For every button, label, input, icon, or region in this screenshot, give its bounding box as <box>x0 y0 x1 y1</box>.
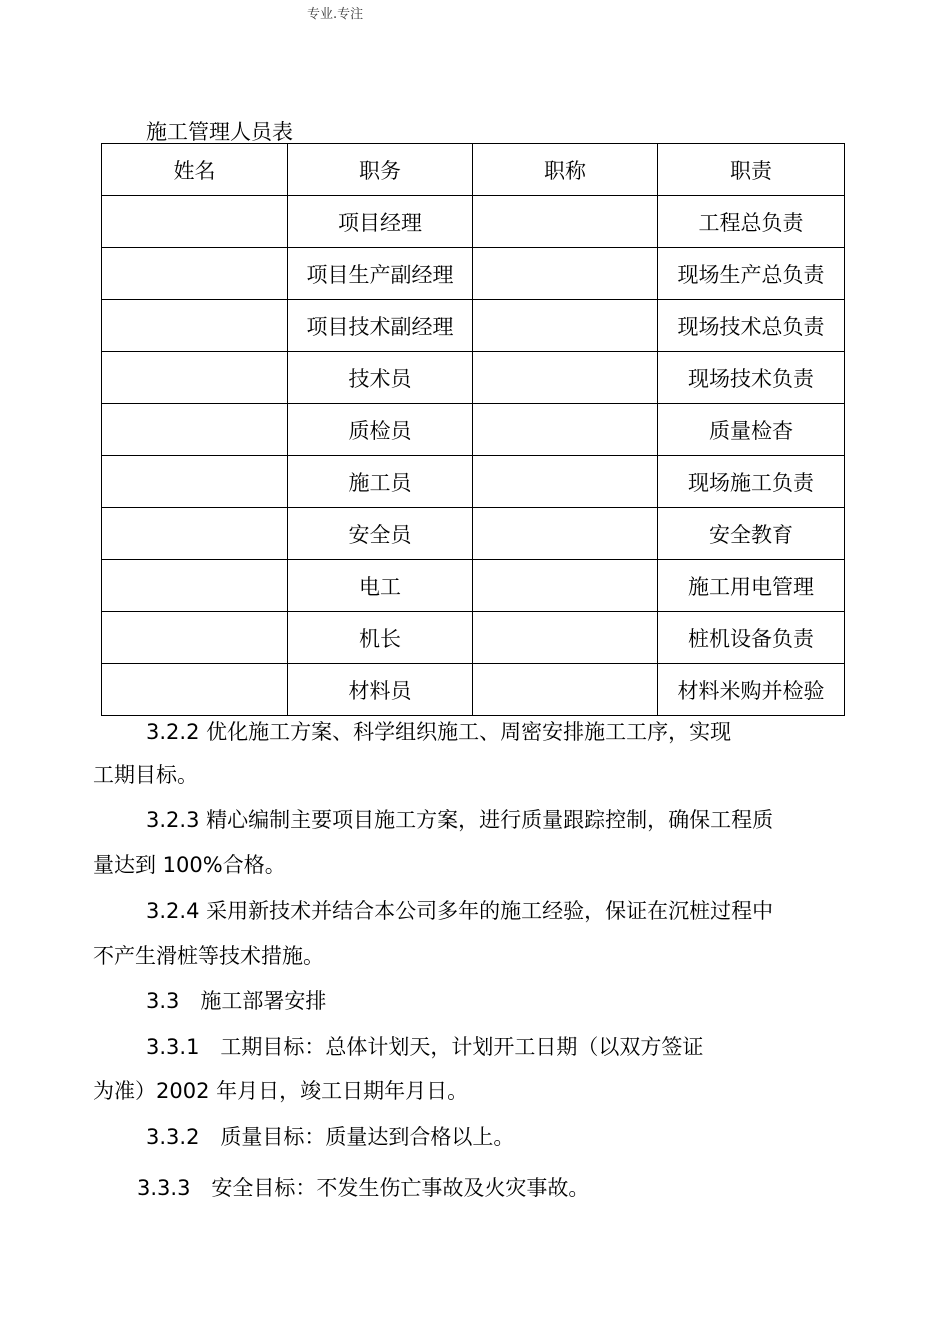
cell-duty: 现场施工负责 <box>658 456 845 508</box>
table-title: 施工管理人员表 <box>146 120 293 144</box>
cell-position: 项目生产副经理 <box>288 248 473 300</box>
cell-position: 安全员 <box>288 508 473 560</box>
cell-name <box>102 508 288 560</box>
cell-title <box>473 508 658 560</box>
header-note: 专业.专注 <box>307 7 364 22</box>
cell-title <box>473 248 658 300</box>
cell-duty: 桩机设备负责 <box>658 612 845 664</box>
cell-duty: 现场技术负责 <box>658 352 845 404</box>
header-position: 职务 <box>288 144 473 196</box>
cell-position: 项目经理 <box>288 196 473 248</box>
table-row <box>102 664 845 716</box>
header-title: 职称 <box>473 144 658 196</box>
table-row <box>102 196 845 248</box>
para-3-3-1-line2: 为准）2002 年月日，竣工日期年月日。 <box>93 1079 469 1103</box>
table-row <box>102 404 845 456</box>
para-3-3-2: 3.3.2 质量目标：质量达到合格以上。 <box>146 1125 515 1149</box>
cell-title <box>473 300 658 352</box>
staff-table <box>101 143 845 716</box>
table-row <box>102 612 845 664</box>
para-3-2-3-line2: 量达到 100%合格。 <box>93 853 286 877</box>
para-3-2-3-line1: 3.2.3 精心编制主要项目施工方案，进行质量跟踪控制，确保工程质 <box>146 808 774 832</box>
cell-name <box>102 664 288 716</box>
cell-title <box>473 196 658 248</box>
cell-duty: 工程总负责 <box>658 196 845 248</box>
para-3-2-4-line1: 3.2.4 采用新技术并结合本公司多年的施工经验，保证在沉桩过程中 <box>146 899 774 923</box>
cell-title <box>473 664 658 716</box>
cell-duty: 质量检杳 <box>658 404 845 456</box>
cell-duty: 安全教育 <box>658 508 845 560</box>
cell-title <box>473 560 658 612</box>
cell-name <box>102 404 288 456</box>
cell-title <box>473 456 658 508</box>
cell-position: 材料员 <box>288 664 473 716</box>
cell-duty: 现场技术总负责 <box>658 300 845 352</box>
cell-name <box>102 196 288 248</box>
cell-title <box>473 612 658 664</box>
table-row <box>102 560 845 612</box>
table-row <box>102 456 845 508</box>
cell-title <box>473 404 658 456</box>
section-3-3-heading: 3.3 施工部署安排 <box>146 989 327 1013</box>
table-header-row <box>102 144 845 196</box>
table-row <box>102 352 845 404</box>
cell-position: 技术员 <box>288 352 473 404</box>
cell-name <box>102 300 288 352</box>
para-3-2-4-line2: 不产生滑桩等技术措施。 <box>93 944 324 968</box>
table-row <box>102 248 845 300</box>
para-3-2-2-line1: 3.2.2 优化施工方案、科学组织施工、周密安排施工工序，实现 <box>146 720 732 744</box>
para-3-3-1-line1: 3.3.1 工期目标：总体计划天，计划开工日期（以双方签证 <box>146 1035 704 1059</box>
cell-position: 电工 <box>288 560 473 612</box>
header-name: 姓名 <box>102 144 288 196</box>
table-row <box>102 508 845 560</box>
cell-title <box>473 352 658 404</box>
cell-name <box>102 456 288 508</box>
cell-name <box>102 612 288 664</box>
cell-position: 施工员 <box>288 456 473 508</box>
cell-name <box>102 560 288 612</box>
header-duty: 职责 <box>658 144 845 196</box>
cell-name <box>102 352 288 404</box>
table-row <box>102 300 845 352</box>
cell-name <box>102 248 288 300</box>
cell-duty: 施工用电管理 <box>658 560 845 612</box>
para-3-2-2-line2: 工期目标。 <box>93 763 198 787</box>
cell-duty: 材料米购并检验 <box>658 664 845 716</box>
para-3-3-3: 3.3.3 安全目标：不发生伤亡事故及火灾事故。 <box>137 1176 590 1200</box>
cell-position: 质检员 <box>288 404 473 456</box>
cell-duty: 现场生产总负责 <box>658 248 845 300</box>
cell-position: 项目技术副经理 <box>288 300 473 352</box>
cell-position: 机长 <box>288 612 473 664</box>
